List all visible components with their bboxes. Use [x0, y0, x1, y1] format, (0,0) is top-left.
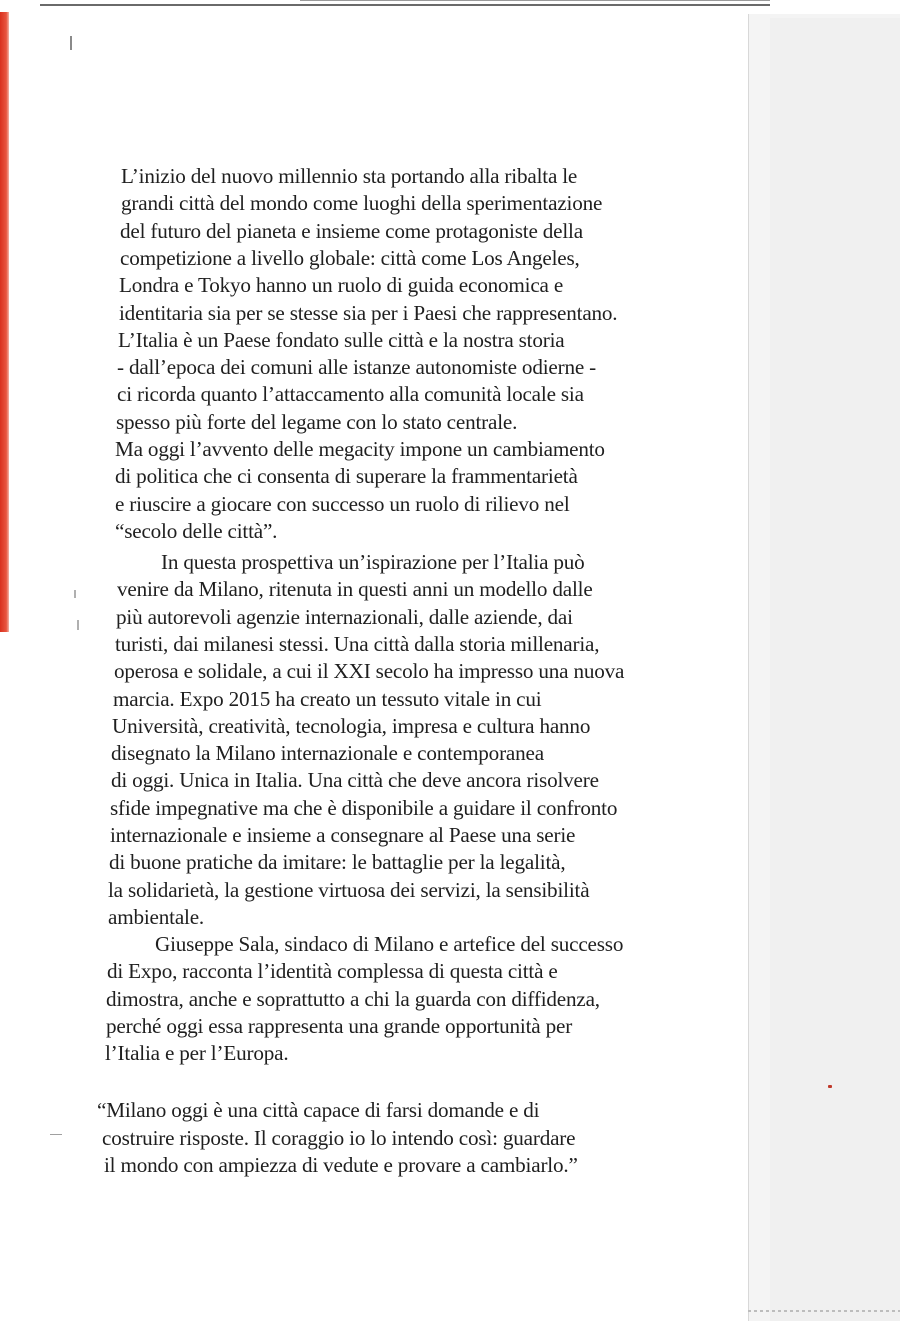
text-line: di politica che ci consenta di superare la frammentarietà: [115, 464, 578, 489]
red-cover-edge: [0, 12, 9, 632]
scan-speck-red: [828, 1085, 832, 1088]
text-line: turisti, dai milanesi stessi. Una città dalla storia millenaria,: [115, 631, 600, 656]
text-line: sfide impegnative ma che è disponibile a guidare il confronto: [110, 795, 618, 820]
text-line: marcia. Expo 2015 ha creato un tessuto vitale in cui: [113, 686, 542, 711]
text-line: “Milano oggi è una città capace di farsi domande e di: [97, 1098, 540, 1122]
text-line: Giuseppe Sala, sindaco di Milano e artefice del successo: [155, 932, 624, 956]
text-line: spesso più forte del legame con lo stato centrale.: [116, 409, 518, 434]
text-line: - dall’epoca dei comuni alle istanze autonomiste odierne -: [117, 355, 597, 380]
text-line: ambientale.: [108, 904, 205, 929]
text-line: identitaria sia per se stesse sia per i Paesi che rappresentano.: [119, 300, 618, 325]
top-scan-line: [300, 0, 770, 1]
text-line: dimostra, anche e soprattutto a chi la guarda con diffidenza,: [106, 986, 600, 1011]
text-line: Università, creatività, tecnologia, impresa e cultura hanno: [112, 713, 591, 738]
text-line: In questa prospettiva un’ispirazione per l’Italia può: [161, 550, 585, 574]
top-rule: [40, 4, 770, 6]
text-line: l’Italia e per l’Europa.: [105, 1041, 289, 1066]
scan-speck: [70, 36, 72, 50]
text-line: competizione a livello globale: città come Los Angeles,: [120, 245, 580, 270]
text-line: di oggi. Unica in Italia. Una città che deve ancora risolvere: [111, 768, 599, 793]
scan-speck: [50, 1134, 62, 1135]
text-line: di Expo, racconta l’identità complessa di questa città e: [107, 959, 558, 984]
text-line: ci ricorda quanto l’attaccamento alla comunità locale sia: [117, 382, 584, 407]
text-line: grandi città del mondo come luoghi della sperimentazione: [121, 191, 603, 216]
scan-speck: [74, 590, 76, 598]
text-line: L’Italia è un Paese fondato sulle città e la nostra storia: [118, 327, 565, 352]
text-line: internazionale e insieme a consegnare al Paese una serie: [110, 823, 576, 847]
text-line: più autorevoli agenzie internazionali, dalle aziende, dai: [116, 604, 573, 629]
text-line: Londra e Tokyo hanno un ruolo di guida economica e: [119, 273, 564, 298]
text-line: la solidarietà, la gestione virtuosa dei servizi, la sensibilità: [108, 877, 590, 902]
text-line: Ma oggi l’avvento delle megacity impone un cambiamento: [115, 437, 605, 461]
text-line: venire da Milano, ritenuta in questi anni un modello dalle: [117, 577, 593, 602]
text-line: il mondo con ampiezza di vedute e provare a cambiarlo.”: [104, 1153, 578, 1177]
text-line: del futuro del pianeta e insieme come protagoniste della: [120, 218, 583, 243]
text-line: “secolo delle città”.: [115, 518, 278, 543]
text-line: operosa e solidale, a cui il XXI secolo ha impresso una nuova: [114, 659, 625, 684]
back-page-shadow: [770, 18, 900, 1321]
text-line: L’inizio del nuovo millennio sta portando alla ribalta le: [121, 164, 578, 188]
text-line: costruire risposte. Il coraggio io lo intendo così: guardare: [102, 1125, 576, 1150]
text-line: e riuscire a giocare con successo un ruolo di rilievo nel: [115, 491, 570, 516]
text-line: perché oggi essa rappresenta una grande opportunità per: [106, 1013, 573, 1038]
scan-speck: [77, 620, 79, 630]
back-page-bottom-edge: [748, 1310, 900, 1312]
text-line: di buone pratiche da imitare: le battaglie per la legalità,: [109, 850, 566, 875]
text-line: disegnato la Milano internazionale e contemporanea: [111, 741, 544, 766]
